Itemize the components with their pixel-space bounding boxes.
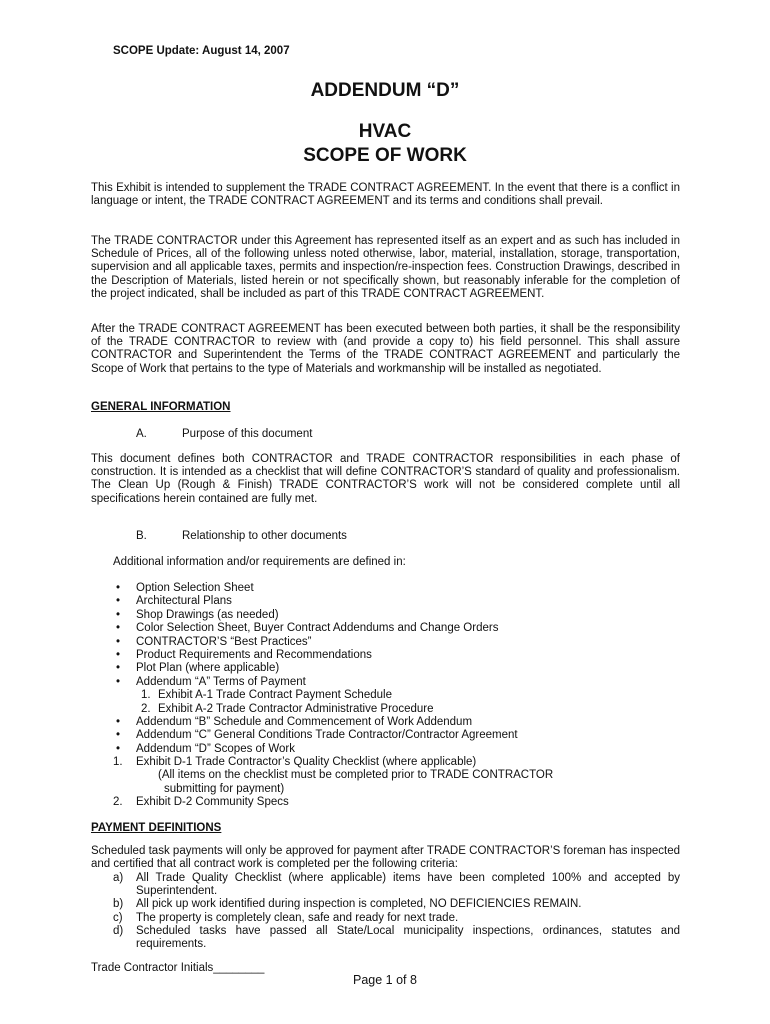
list-item: • Shop Drawings (as needed) bbox=[116, 608, 279, 621]
trade-title: HVAC bbox=[358, 121, 412, 142]
list-item: • Addendum “A” Terms of Payment bbox=[116, 675, 306, 688]
section-b-title: Relationship to other documents bbox=[182, 530, 347, 542]
list-item: • Addendum “B” Schedule and Commencement of Work Addendum bbox=[116, 715, 473, 728]
list-subitem: 2. Exhibit A-2 Trade Contractor Administrative Procedure bbox=[141, 702, 434, 715]
criteria-item: b) All pick up work identified during inspection is completed, NO DEFICIENCIES REMAIN. bbox=[113, 898, 582, 911]
section-b-heading bbox=[91, 530, 680, 543]
scope-title: SCOPE OF WORK bbox=[303, 145, 467, 166]
list-item-continuation: submitting for payment) bbox=[164, 782, 285, 795]
bullet-marker: • bbox=[116, 662, 121, 675]
bullet-marker: • bbox=[116, 595, 121, 608]
page-number: Page 1 of 8 bbox=[353, 973, 417, 987]
letter-marker: c) bbox=[113, 911, 123, 924]
list-item: • Addendum “D” Scopes of Work bbox=[116, 742, 295, 755]
section-a-heading bbox=[91, 428, 680, 441]
bullet-marker: • bbox=[116, 622, 121, 635]
scope-update-header: SCOPE Update: August 14, 2007 bbox=[113, 45, 290, 57]
list-item: • CONTRACTOR’S “Best Practices” bbox=[116, 635, 312, 648]
intro-paragraph-2: The TRADE CONTRACTOR under this Agreement has represented itself as an expert and as such has included in Schedule of Prices, all of the following unless noted otherwise, labor, material, installation, storage, transportation, supervision and all applicable taxes, permits and inspection/re-inspection fees. Construction Drawings, described in the Description of Materials, listed herein or not specifically shown, but reasonably inferable for the completion of the project indicated, shall be included as part of this TRADE CONTRACT AGREEMENT. bbox=[91, 235, 680, 300]
bullet-marker: • bbox=[116, 635, 121, 648]
payment-intro-paragraph: Scheduled task payments will only be approved for payment after TRADE CONTRACTOR’S foreman has inspected and certified that all contract work is completed per the following criteria: bbox=[91, 845, 680, 871]
intro-paragraph-3: After the TRADE CONTRACT AGREEMENT has been executed between both parties, it shall be the responsibility of the TRADE CONTRACTOR to review with (and provide a copy to) his field personnel. This shall assure CONTRACTOR and Superintendent the Terms of the TRADE CONTRACT AGREEMENT and particularly the Scope of Work that pertains to the type of Materials and workmanship will be installed as negotiated. bbox=[91, 323, 680, 375]
section-a-title: Purpose of this document bbox=[182, 428, 313, 440]
list-item: • Plot Plan (where applicable) bbox=[116, 662, 280, 675]
trade-contractor-initials: Trade Contractor Initials________ bbox=[91, 962, 265, 974]
intro-paragraph-1: This Exhibit is intended to supplement the TRADE CONTRACT AGREEMENT. In the event that there is a conflict in language or intent, the TRADE CONTRACT AGREEMENT and its terms and conditions shall prevail. bbox=[91, 182, 680, 208]
section-a-paragraph: This document defines both CONTRACTOR and TRADE CONTRACTOR responsibilities in each phase of construction. It is intended as a checklist that will define CONTRACTOR’S standard of quality and professionalism. The Clean Up (Rough & Finish) TRADE CONTRACTOR’S work will not be considered complete until all specifications herein contained are fully met. bbox=[91, 453, 680, 505]
list-item-continuation: (All items on the checklist must be completed prior to TRADE CONTRACTOR bbox=[158, 769, 554, 782]
payment-definitions-heading: PAYMENT DEFINITIONS bbox=[91, 822, 222, 834]
letter-marker: a) bbox=[113, 872, 124, 884]
payment-criteria-list bbox=[113, 872, 680, 951]
letter-marker: d) bbox=[113, 924, 124, 937]
letter-marker: b) bbox=[113, 898, 124, 911]
list-item: 2. Exhibit D-2 Community Specs bbox=[113, 796, 289, 809]
number-marker: 1. bbox=[113, 756, 123, 769]
criteria-item: a) All Trade Quality Checklist (where applicable) items have been completed 100% and accepted by Superintendent. bbox=[113, 872, 680, 898]
addendum-title: ADDENDUM “D” bbox=[310, 80, 460, 101]
number-marker: 1. bbox=[141, 689, 151, 702]
list-item: 1. Exhibit D-1 Trade Contractor’s Quality Checklist (where applicable) bbox=[113, 756, 477, 769]
bullet-marker: • bbox=[116, 608, 121, 621]
list-item: • Addendum “C” General Conditions Trade Contractor/Contractor Agreement bbox=[116, 729, 518, 742]
bullet-marker: • bbox=[116, 675, 121, 688]
criteria-item: c) The property is completely clean, safe and ready for next trade. bbox=[113, 911, 459, 924]
list-item: • Option Selection Sheet bbox=[116, 582, 254, 594]
list-item: • Product Requirements and Recommendations bbox=[116, 648, 372, 661]
bullet-marker: • bbox=[116, 648, 121, 661]
bullet-marker: • bbox=[116, 715, 121, 728]
bullet-marker: • bbox=[116, 729, 121, 742]
additional-info-text: Additional information and/or requirements are defined in: bbox=[113, 556, 406, 568]
bullet-marker: • bbox=[116, 582, 121, 594]
list-item: • Color Selection Sheet, Buyer Contract Addendums and Change Orders bbox=[116, 622, 499, 635]
number-marker: 2. bbox=[113, 796, 123, 809]
section-b-label: B. bbox=[136, 530, 147, 542]
list-subitem: 1. Exhibit A-1 Trade Contract Payment Schedule bbox=[141, 689, 392, 702]
bullet-marker: • bbox=[116, 742, 121, 755]
section-a-label: A. bbox=[136, 428, 147, 440]
criteria-item: d) Scheduled tasks have passed all State/Local municipality inspections, ordinances, statutes and requirements. bbox=[113, 924, 680, 951]
list-item: • Architectural Plans bbox=[116, 595, 232, 608]
number-marker: 2. bbox=[141, 702, 151, 715]
general-information-heading: GENERAL INFORMATION bbox=[91, 401, 231, 413]
document-list bbox=[113, 582, 683, 810]
